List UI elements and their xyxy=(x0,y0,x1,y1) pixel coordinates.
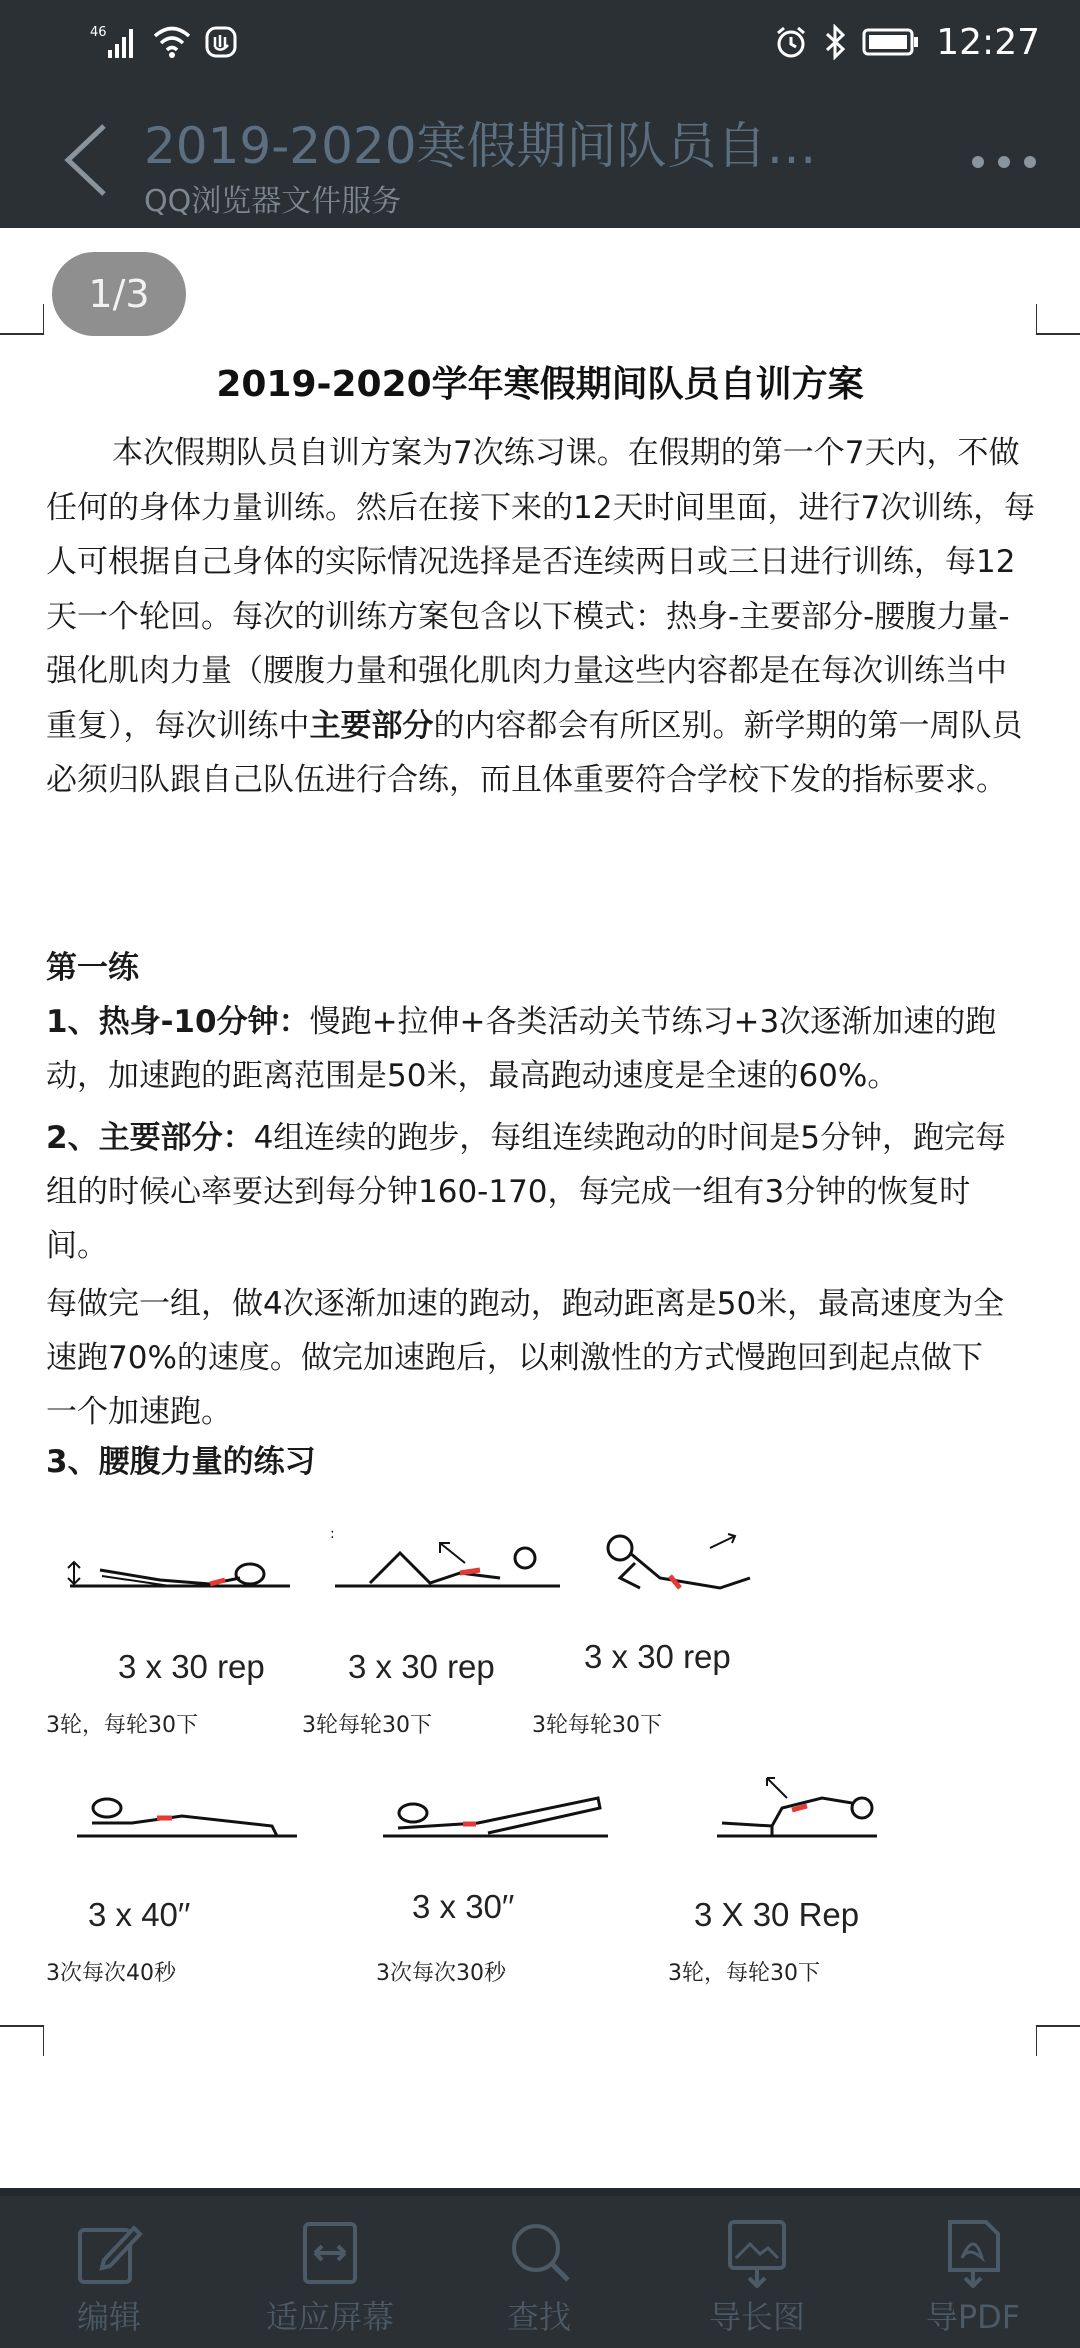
paragraph-accel: 速跑70%的速度。做完加速跑后，以刺激性的方式慢跑回到起点做下 xyxy=(46,1340,983,1376)
fit-screen-icon xyxy=(295,2218,365,2288)
document-title: 2019-2020学年寒假期间队员自训方案 xyxy=(216,364,864,405)
page-title: 2019-2020寒假期间队员自… xyxy=(144,117,817,175)
intro-bold-text: 主要部分 xyxy=(309,707,434,744)
item-main-cont: 间。 xyxy=(46,1228,108,1264)
fit-screen-label: 适应屏幕 xyxy=(265,2298,394,2336)
item-main-cont: 组的时候心率要达到每分钟160-170，每完成一组有3分钟的恢复时 xyxy=(46,1174,971,1210)
more-dot-icon xyxy=(998,156,1010,168)
find-label: 查找 xyxy=(506,2298,571,2336)
image-export-icon xyxy=(722,2218,792,2288)
search-icon xyxy=(504,2218,574,2288)
plank-exercise-illustration xyxy=(72,1778,302,1858)
exercise-caption: 3轮，每轮30下 xyxy=(46,1713,198,1738)
bluetooth-icon xyxy=(824,24,846,60)
edit-button[interactable] xyxy=(34,2218,184,2338)
bottom-toolbar xyxy=(0,2188,1080,2348)
exercise-caption: 3次每次40秒 xyxy=(46,1961,176,1986)
page-subtitle: QQ浏览器文件服务 xyxy=(144,184,402,219)
situp-exercise-illustration xyxy=(330,1528,570,1608)
back-button[interactable] xyxy=(58,120,118,200)
export-pdf-button[interactable] xyxy=(898,2218,1048,2338)
exercise-reps: 3 x 30 rep xyxy=(348,1648,495,1685)
page-corner-mark xyxy=(0,2012,44,2056)
exercise-caption: 3轮每轮30下 xyxy=(302,1713,432,1738)
status-icons-right xyxy=(774,18,1040,66)
document-viewer[interactable] xyxy=(0,228,1080,2188)
intro-paragraph: 本次假期队员自训方案为7次练习课。在假期的第一个7天内，不做任何的身体力量训练。然后在接下来的12天时间里面，进行7次训练，每人可根据自己身体的实际情况选择是否连续两日或三日进行训练，每12天一个轮回。每次的训练方案包含以下模式：热身-主要部分-腰腹力量-强化肌肉力量（腰腹力量和强化肌肉力量这些内容都是在每次训练当中重复），每次训练中主要部分的内容都会有所区别。新学期的第一周队员必须归队跟自己队伍进行合练，而且体重要符合学校下发的指标要求。 xyxy=(46,435,1036,798)
section-title: 第一练 xyxy=(46,950,139,986)
fit-screen-button[interactable] xyxy=(250,2218,410,2338)
crunch-exercise-illustration xyxy=(60,1528,300,1608)
exercise-caption: 3次每次30秒 xyxy=(376,1961,506,1986)
chevron-left-icon xyxy=(58,120,118,200)
export-long-image-label: 导长图 xyxy=(708,2298,805,2336)
battery-icon xyxy=(862,27,920,57)
more-options-button[interactable] xyxy=(972,142,1042,182)
exercise-caption: 3轮每轮30下 xyxy=(532,1713,662,1738)
edit-label: 编辑 xyxy=(76,2298,141,2336)
exercise-reps: 3 x 30 rep xyxy=(584,1638,731,1675)
bridge-exercise-illustration xyxy=(712,1768,882,1858)
app-header xyxy=(0,84,1080,228)
item-warmup-cont: 动，加速跑的距离范围是50米，最高跑动速度是全速的60%。 xyxy=(46,1058,899,1094)
export-pdf-label: 导PDF xyxy=(925,2298,1021,2336)
alarm-icon xyxy=(774,25,808,59)
item-main: 2、主要部分：4组连续的跑步，每组连续跑动的时间是5分钟，跑完每 xyxy=(46,1120,1007,1156)
page-corner-mark xyxy=(1036,2012,1080,2056)
page-indicator: 1/3 xyxy=(52,252,186,336)
more-dot-icon xyxy=(972,156,984,168)
side-plank-exercise-illustration xyxy=(378,1778,618,1858)
item-warmup: 1、热身-10分钟：慢跑+拉伸+各类活动关节练习+3次逐渐加速的跑 xyxy=(46,1004,997,1040)
page-corner-mark xyxy=(1036,304,1080,348)
pdf-export-icon xyxy=(938,2218,1008,2288)
wifi-icon xyxy=(152,25,192,59)
signal-icon xyxy=(90,22,140,62)
exercise-reps: 3 x 30 rep xyxy=(118,1648,265,1685)
clock: 12:27 xyxy=(936,21,1040,63)
exercise-reps: 3 x 30′′ xyxy=(412,1888,515,1925)
exercise-reps: 3 x 40′′ xyxy=(88,1896,191,1933)
status-icons-left xyxy=(90,20,238,64)
svg-text::: : xyxy=(330,1528,335,1542)
item-core: 3、腰腹力量的练习 xyxy=(46,1444,316,1480)
exercise-caption: 3轮，每轮30下 xyxy=(668,1961,820,1986)
more-dot-icon xyxy=(1024,156,1036,168)
exercise-reps: 3 X 30 Rep xyxy=(694,1896,860,1933)
notification-icon xyxy=(204,25,238,59)
paragraph-accel: 一个加速跑。 xyxy=(46,1394,232,1430)
find-button[interactable] xyxy=(464,2218,614,2338)
paragraph-accel: 每做完一组，做4次逐渐加速的跑动，跑动距离是50米，最高速度为全 xyxy=(46,1286,1005,1322)
leg-raise-exercise-illustration xyxy=(600,1528,770,1608)
export-long-image-button[interactable] xyxy=(682,2218,832,2338)
status-bar xyxy=(0,0,1080,84)
edit-icon xyxy=(74,2218,144,2288)
network-type-label: 46 xyxy=(90,25,107,40)
page-corner-mark xyxy=(0,304,44,348)
